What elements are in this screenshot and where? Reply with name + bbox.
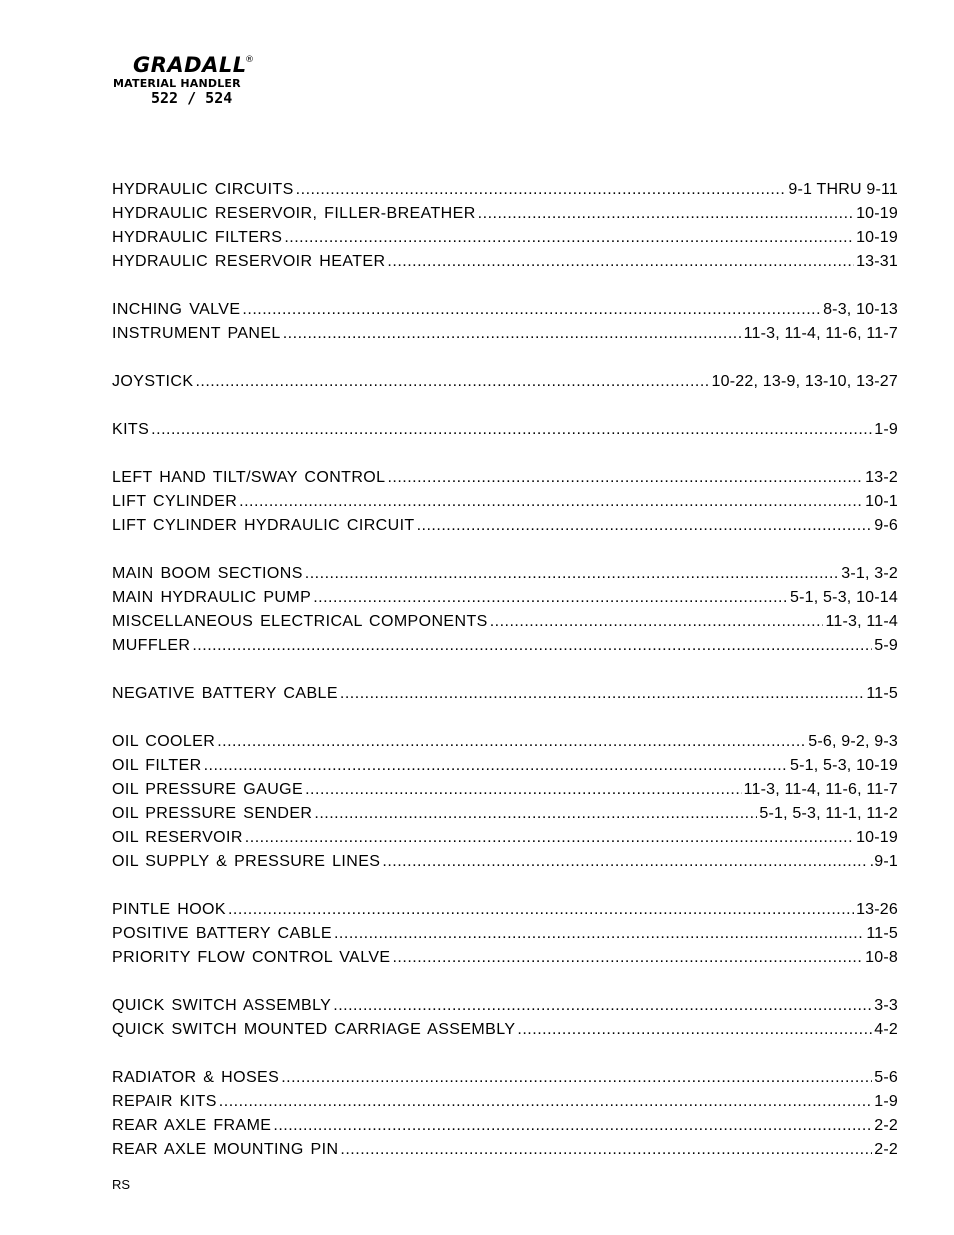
index-term: MUFFLER xyxy=(112,637,191,654)
index-entry xyxy=(112,994,898,1018)
index-entry xyxy=(112,826,898,850)
dot-leader xyxy=(192,634,872,658)
index-pages: .9-1 xyxy=(869,853,898,870)
dot-leader xyxy=(340,682,864,706)
index-pages: 3-3 xyxy=(874,997,898,1014)
dot-leader xyxy=(273,1114,872,1138)
dot-leader xyxy=(151,418,872,442)
index-entry xyxy=(112,610,898,634)
index-group xyxy=(112,562,898,658)
index-term: INCHING VALVE xyxy=(112,301,241,318)
index-term: OIL COOLER xyxy=(112,733,216,750)
index-entry xyxy=(112,778,898,802)
index-entry xyxy=(112,898,898,922)
index-term: LEFT HAND TILT/SWAY CONTROL xyxy=(112,469,386,486)
dot-leader xyxy=(217,730,806,754)
index-entry xyxy=(112,418,898,442)
index-entry xyxy=(112,730,898,754)
index-term: RADIATOR & HOSES xyxy=(112,1069,280,1086)
index-pages: 9-1 THRU 9-11 xyxy=(788,181,898,198)
index-entry xyxy=(112,490,898,514)
index-pages: 10-19 xyxy=(856,205,898,222)
dot-leader xyxy=(314,802,757,826)
dot-leader xyxy=(296,178,787,202)
registered-mark: ® xyxy=(245,55,254,65)
index-pages: 2-2 xyxy=(874,1117,898,1134)
dot-leader xyxy=(283,322,742,346)
index-pages: 11-3, 11-4 xyxy=(825,613,898,630)
index-term: REAR AXLE MOUNTING PIN xyxy=(112,1141,339,1158)
index-entry xyxy=(112,250,898,274)
index-term: HYDRAULIC CIRCUITS xyxy=(112,181,294,198)
index-term: PINTLE HOOK xyxy=(112,901,226,918)
index-entry xyxy=(112,298,898,322)
index-entry xyxy=(112,466,898,490)
index-term: KITS xyxy=(112,421,150,438)
index-term: JOYSTICK xyxy=(112,373,194,390)
dot-leader xyxy=(305,562,839,586)
index-term: HYDRAULIC RESERVOIR, FILLER-BREATHER xyxy=(112,205,476,222)
index-group xyxy=(112,730,898,874)
index-term: OIL FILTER xyxy=(112,757,202,774)
footer-label: RS xyxy=(112,1177,131,1192)
dot-leader xyxy=(305,778,741,802)
index-pages: 5-6 xyxy=(874,1069,898,1086)
index-pages: 5-9 xyxy=(874,637,898,654)
dot-leader xyxy=(490,610,824,634)
index-group xyxy=(112,682,898,706)
index-pages: 10-22, 13-9, 13-10, 13-27 xyxy=(711,373,898,390)
index-term: PRIORITY FLOW CONTROL VALVE xyxy=(112,949,391,966)
index-pages: 10-1 xyxy=(865,493,898,510)
dot-leader xyxy=(478,202,854,226)
index-entry xyxy=(112,850,898,874)
index-pages: 1-9 xyxy=(874,421,898,438)
index-term: HYDRAULIC RESERVOIR HEATER xyxy=(112,253,386,270)
logo-brand: GRADALL xyxy=(133,53,247,77)
dot-leader xyxy=(392,946,863,970)
index-entry xyxy=(112,178,898,202)
index-entry xyxy=(112,754,898,778)
index-pages: 3-1, 3-2 xyxy=(841,565,898,582)
index-entry xyxy=(112,682,898,706)
dot-leader xyxy=(281,1066,872,1090)
gradall-logo xyxy=(113,53,283,109)
index-group xyxy=(112,466,898,538)
index-pages: 5-1, 5-3, 10-14 xyxy=(790,589,898,606)
index-pages: 9-6 xyxy=(874,517,898,534)
index-pages: 4-2 xyxy=(874,1021,898,1038)
index-pages: 13-26 xyxy=(856,901,898,918)
index-term: POSITIVE BATTERY CABLE xyxy=(112,925,332,942)
index-term: LIFT CYLINDER xyxy=(112,493,238,510)
index-pages: 5-1, 5-3, 10-19 xyxy=(790,757,898,774)
dot-leader xyxy=(204,754,788,778)
dot-leader xyxy=(242,298,821,322)
index-entry xyxy=(112,562,898,586)
index-term: OIL SUPPLY & PRESSURE LINES xyxy=(112,853,381,870)
dot-leader xyxy=(228,898,854,922)
index-group xyxy=(112,298,898,346)
index-term: NEGATIVE BATTERY CABLE xyxy=(112,685,338,702)
dot-leader xyxy=(239,490,863,514)
index-pages: 11-3, 11-4, 11-6, 11-7 xyxy=(743,781,898,798)
index-term: REAR AXLE FRAME xyxy=(112,1117,272,1134)
index-entry xyxy=(112,802,898,826)
index-entry xyxy=(112,922,898,946)
index-term: QUICK SWITCH ASSEMBLY xyxy=(112,997,332,1014)
dot-leader xyxy=(417,514,873,538)
index-entry xyxy=(112,226,898,250)
dot-leader xyxy=(517,1018,872,1042)
index-pages: 10-19 xyxy=(856,229,898,246)
index-entry xyxy=(112,1138,898,1162)
index-pages: 13-2 xyxy=(865,469,898,486)
dot-leader xyxy=(340,1138,872,1162)
index-pages: 10-8 xyxy=(865,949,898,966)
index-pages: 13-31 xyxy=(856,253,898,270)
logo-model: 522 / 524 xyxy=(151,89,233,107)
index-list xyxy=(112,178,898,1186)
index-term: REPAIR KITS xyxy=(112,1093,217,1110)
index-pages: 10-19 xyxy=(856,829,898,846)
index-term: LIFT CYLINDER HYDRAULIC CIRCUIT xyxy=(112,517,415,534)
index-pages: 2-2 xyxy=(874,1141,898,1158)
logo-subtitle: MATERIAL HANDLER xyxy=(113,77,241,90)
index-term: OIL RESERVOIR xyxy=(112,829,243,846)
index-entry xyxy=(112,202,898,226)
index-term: MISCELLANEOUS ELECTRICAL COMPONENTS xyxy=(112,613,488,630)
dot-leader xyxy=(245,826,854,850)
index-term: MAIN HYDRAULIC PUMP xyxy=(112,589,312,606)
index-term: MAIN BOOM SECTIONS xyxy=(112,565,303,582)
index-group xyxy=(112,418,898,442)
index-term: HYDRAULIC FILTERS xyxy=(112,229,283,246)
index-term: QUICK SWITCH MOUNTED CARRIAGE ASSEMBLY xyxy=(112,1021,516,1038)
index-term: INSTRUMENT PANEL xyxy=(112,325,281,342)
dot-leader xyxy=(284,226,854,250)
index-pages: 11-3, 11-4, 11-6, 11-7 xyxy=(743,325,898,342)
index-entry xyxy=(112,586,898,610)
index-pages: 8-3, 10-13 xyxy=(823,301,898,318)
index-group xyxy=(112,994,898,1042)
dot-leader xyxy=(382,850,867,874)
dot-leader xyxy=(387,250,854,274)
index-term: OIL PRESSURE GAUGE xyxy=(112,781,304,798)
index-group xyxy=(112,370,898,394)
index-pages: 5-6, 9-2, 9-3 xyxy=(808,733,898,750)
dot-leader xyxy=(333,994,872,1018)
index-entry xyxy=(112,514,898,538)
index-entry xyxy=(112,634,898,658)
index-pages: 11-5 xyxy=(866,685,898,702)
index-pages: 11-5 xyxy=(866,925,898,942)
index-entry xyxy=(112,1114,898,1138)
dot-leader xyxy=(313,586,788,610)
dot-leader xyxy=(387,466,863,490)
index-pages: 5-1, 5-3, 11-1, 11-2 xyxy=(759,805,898,822)
index-term: OIL PRESSURE SENDER xyxy=(112,805,313,822)
index-entry xyxy=(112,322,898,346)
index-pages: 1-9 xyxy=(874,1093,898,1110)
dot-leader xyxy=(195,370,709,394)
index-group xyxy=(112,898,898,970)
index-group xyxy=(112,1066,898,1162)
dot-leader xyxy=(334,922,864,946)
index-entry xyxy=(112,1090,898,1114)
dot-leader xyxy=(219,1090,872,1114)
index-entry xyxy=(112,946,898,970)
index-entry xyxy=(112,1018,898,1042)
index-group xyxy=(112,178,898,274)
index-entry xyxy=(112,1066,898,1090)
index-entry xyxy=(112,370,898,394)
